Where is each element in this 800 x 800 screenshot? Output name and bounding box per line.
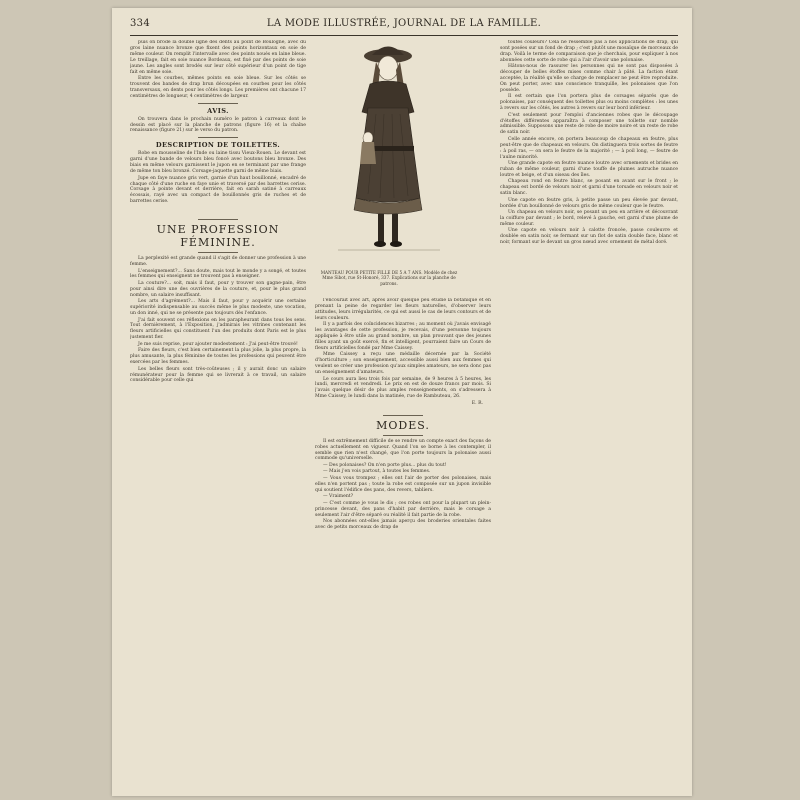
paragraph: — Des polonaises? On n'en porte plus... plus du tout! [323,462,447,468]
paragraph: toutes couleurs? Cela ne ressemble pas à nos applications de drap, qui sont posées sur un fond de drap ; c'est plutôt une mosaïque de morceaux de drap. Voilà le terme de comparaison que je cherchais, pour expliquer à nos abonnées cette sorte de robe qui a l'air d'avoir une polonaise. [500,40,678,63]
paragraph: On trouvera dans le prochain numéro le patron à carreaux dont le dessin est placé sur la planche de patrons (figure 16) et la chaîne renaissance (figure 21) sur le verso du patron. [130,116,306,134]
paragraph: Je me suis reprise, pour ajouter modestement : J'ai peut-être trouvé! [138,341,298,347]
paragraph: C'est seulement pour l'emploi d'anciennes robes que le découpage d'étoffes différentes apparaîtra à composer une toilette sur nomble admissible. Supposons une reste de robe de moire noire et un reste de robe de satin noir. [500,112,678,136]
paragraph: — Mais j'en vois partout, à toutes les femmes. [323,469,431,475]
paragraph: Nos abonnées ont-elles jamais aperçu des broderies orientales faites avec de petits morceaux de drap de [315,519,491,530]
paragraph: Un chapeau en velours noir, se posant un peu en arrière et découvrant la coiffure par devant ; le bord, relevé à gauche, est garni d'une plume de même couleur. [500,210,678,227]
middle-column [315,298,491,788]
paragraph: Chapeau rond en feutre blanc, se posant en avant sur le front ; le chapeau est bordé de velours noir et garni d'une torsade en velours noir et satin blanc. [500,179,678,197]
paragraph: l'encourait avec art, après avoir quelque peu étudié la botanique et en prenant la peine de regarder les fleurs naturelles, d'observer leurs attitudes, leurs irrégularités, ce qui est aussi le cas de leurs contours et de leurs couleurs. [315,298,491,321]
paragraph: L'enseignement?... Sans doute, mais tout le monde y a songé, et toutes les femmes qui enseignent ne trouvent pas à enseigner. [130,268,306,280]
journal-page [112,8,692,796]
divider [383,435,423,436]
paragraph: Robe en mousseline de l'Inde ou laine tissu Vieux-Rouen. Le devant est garni d'une bande de velours bleu foncé avec boutons bleu bronze. Des biais en même velours garnissent le jupon en se terminant par une frange de même ton bleu bronzé. Corsage-jaquette garni de même biais. [130,151,306,175]
paragraph: Les belles fleurs sont très-coûteuses ; il y aurait donc un salaire rémunérateur pour la femme qui se livrerait à ce travail, un salaire considérable pour celle qui [130,366,306,384]
paragraph: puis on brode la double ligne des dents au point de Boulogne, avec du gros laine nuance bronze que fixent des points horizontaux en soie de même couleur. On remplit l'intervalle avec des points noués en laine bleue. Le treillage, fait en soie nuance Bordeaux, est fixé par des points de soie jaune. Les angles sont brodés sur leur côté supérieur d'un point de tige fait en même soie. [130,40,306,75]
journal-title: LA MODE ILLUSTRÉE, JOURNAL DE LA FAMILLE. [266,18,542,29]
paragraph: La couture?... soit, mais il faut, pour y trouver son gagne-pain, être pour ainsi dire une des ouvrières de la couture, et, pour le plus grand nombre, un salaire insuffisant. [130,280,306,298]
modes-heading: MODES. [376,418,430,432]
paragraph: Mme Caissey a reçu une médaille décernée par la Société d'horticulture ; son enseignement, accessible aussi bien aux femmes qui veulent se créer une profession qu'aux simples amateurs, ne sera donc pas un enseignement d'amateurs. [315,352,491,376]
avis-heading: AVIS. [207,106,229,115]
paragraph: Une capote en feutre gris, à petite passe un peu élevée par devant, bordée d'un bouillonné de velours gris de même couleur que le feutre. [500,197,678,209]
divider [198,137,238,138]
paragraph: Une grande capote en feutre nuance loutre avec ornements et brides en ruban de même couleur, garni d'une touffe de plumes autruche nuance loutre et beige, et d'un oiseau des îles. [500,161,678,178]
paragraph: — Vraiment? [323,494,354,500]
paragraph: Une capote en velours noir à calotte froncée, passe couleuvre et doublée en satin noir, se fermant sur un flot de satin double face, blanc et noir, formant sur le devant un gros nœud avec ornement de métal doré. [500,228,678,246]
divider [198,103,238,104]
left-column [130,40,306,788]
illustration-caption: MANTEAU POUR PETITE FILLE DE 5 A 7 ANS. Modèle de chez Mme Sibot, rue St-Honoré, 337. Explications sur la planche de patrons. [320,270,458,286]
paragraph: La perplexité est grande quand il s'agit de donner une profession à une femme. [130,256,306,268]
paragraph: Hâtons-nous de rassurer les personnes qui ne sont pas disposées à découper de belles étoffes mises comme chair à pâté. La faction étant acceptée, la réalité qu'elle se charge de remplacer ne peut être reproduite. On peut porter, avec une conscience tranquille, les polonaises que l'on possède. [500,64,678,93]
divider [383,415,423,416]
page-header [130,18,678,32]
girl-figure-illustration [328,38,450,260]
paragraph: Il est extrêmement difficile de se rendre un compte exact des façons de robes actuellement en vigueur. Quand l'on se borne à les contempler, il semble que rien n'est changé, que l'on porte toujours la polonaise aussi commode qu'universelle. [315,438,491,462]
paragraph: Il est certain que l'on portera plus de corsages séparés que de polonaises, par conséquent des toilettes plus ou moins complètes : les unes à revers sur les côtés, les autres à revers sur leur bord inférieur. [500,94,678,112]
paragraph: Le cours aura lieu trois fois par semaine, de 9 heures à 5 heures, les lundi, mercredi et vendredi. Le prix en est de douze francs par mois. Si j'avais quelque désir de plus amples renseignements, on s'adressera à Mme Caissey, le lundi dans la matinée, rue de Rambuteau, 26. [315,376,491,400]
paragraph: Entre les courbes, mêmes points en soie bleue. Sur les côtés se trouvent des bandes de drap brun découpées en courbes pour les côtés transversaux, en dents pour les côtés longs. Les premières ont chacune 17 centimètres de longueur, 4 centimètres de largeur. [130,76,306,99]
signature: E. R. [471,400,483,406]
header-rule [130,35,678,36]
profession-heading: UNE PROFESSION FÉMININE. [156,223,280,250]
paragraph: Il y a parfois des coïncidences bizarres ; au moment où j'avais envisagé les avantages de cette profession, je recevais, d'une personne toujours appliquée à être utile au grand nombre, un plan prouvant que des jeunes filles ayant un goût exercé, fin et intelligent, pourraient faire un Cours de fleurs artificielles fondé par Mme Caissey. [315,322,491,351]
paragraph: — C'est comme je vous le dis ; ces robes ont pour la plupart un plein-princesse devant, des pans d'habit par derrière, mais le corsage a seulement l'air d'être séparé ou réalité il fait partie de la robe. [315,500,491,518]
divider [198,219,238,220]
paragraph: Les arts d'agrément?... Mais il faut, pour y acquérir une certaine supériorité indispensable au succès même le plus modeste, une vocation, un don inné, qui ne se présente pas toujours dès l'enfance. [130,299,306,317]
right-column [500,40,678,788]
page-number: 334 [130,18,150,29]
paragraph: Jupe en faye nuance gris vert, garnie d'un haut bouillonné, encadré de chaque côté d'une ruche en faye unie et traversé par des barrettes cerise. Corsage à pointe devant et derrière, fait en sarah satiné à carreaux écossais, rayé avec un compact de bouillonnés gris de ruches et de barrettes cerise. [130,175,306,205]
paragraph: — Vous vous trompez ; elles ont l'air de porter des polonaises, mais elles n'en portent pas ; toute la robe est composée sur un jupon invisible qui soutient l'édifice des pans, des revers, tabliers. [315,475,491,493]
divider [198,252,238,253]
paragraph: Celle année encore, on portera beaucoup de chapeaux en feutre, plus peut-être que de chapeaux en velours. On distinguera trois sortes de feutre : à poil ras, — on sera le feutre de la majorité ; — à poil long, — feutre de l'aulne minorité. [500,136,678,160]
paragraph: Faire des fleurs, c'est bien certainement la plus jolie, la plus propre, la plus amusante, la plus féminine de toutes les professions qui peuvent être exercées par les femmes. [130,348,306,366]
toilettes-heading: DESCRIPTION DE TOILETTES. [155,141,281,150]
paragraph: J'ai fait souvent ces réflexions en les parapheurant dans tous les sens. Tout dernièrement, à l'Exposition, j'admirais les vitrines contenant les fleurs artificielles qui constituent l'un des produits dont Paris est le plus justement fier. [130,317,306,341]
